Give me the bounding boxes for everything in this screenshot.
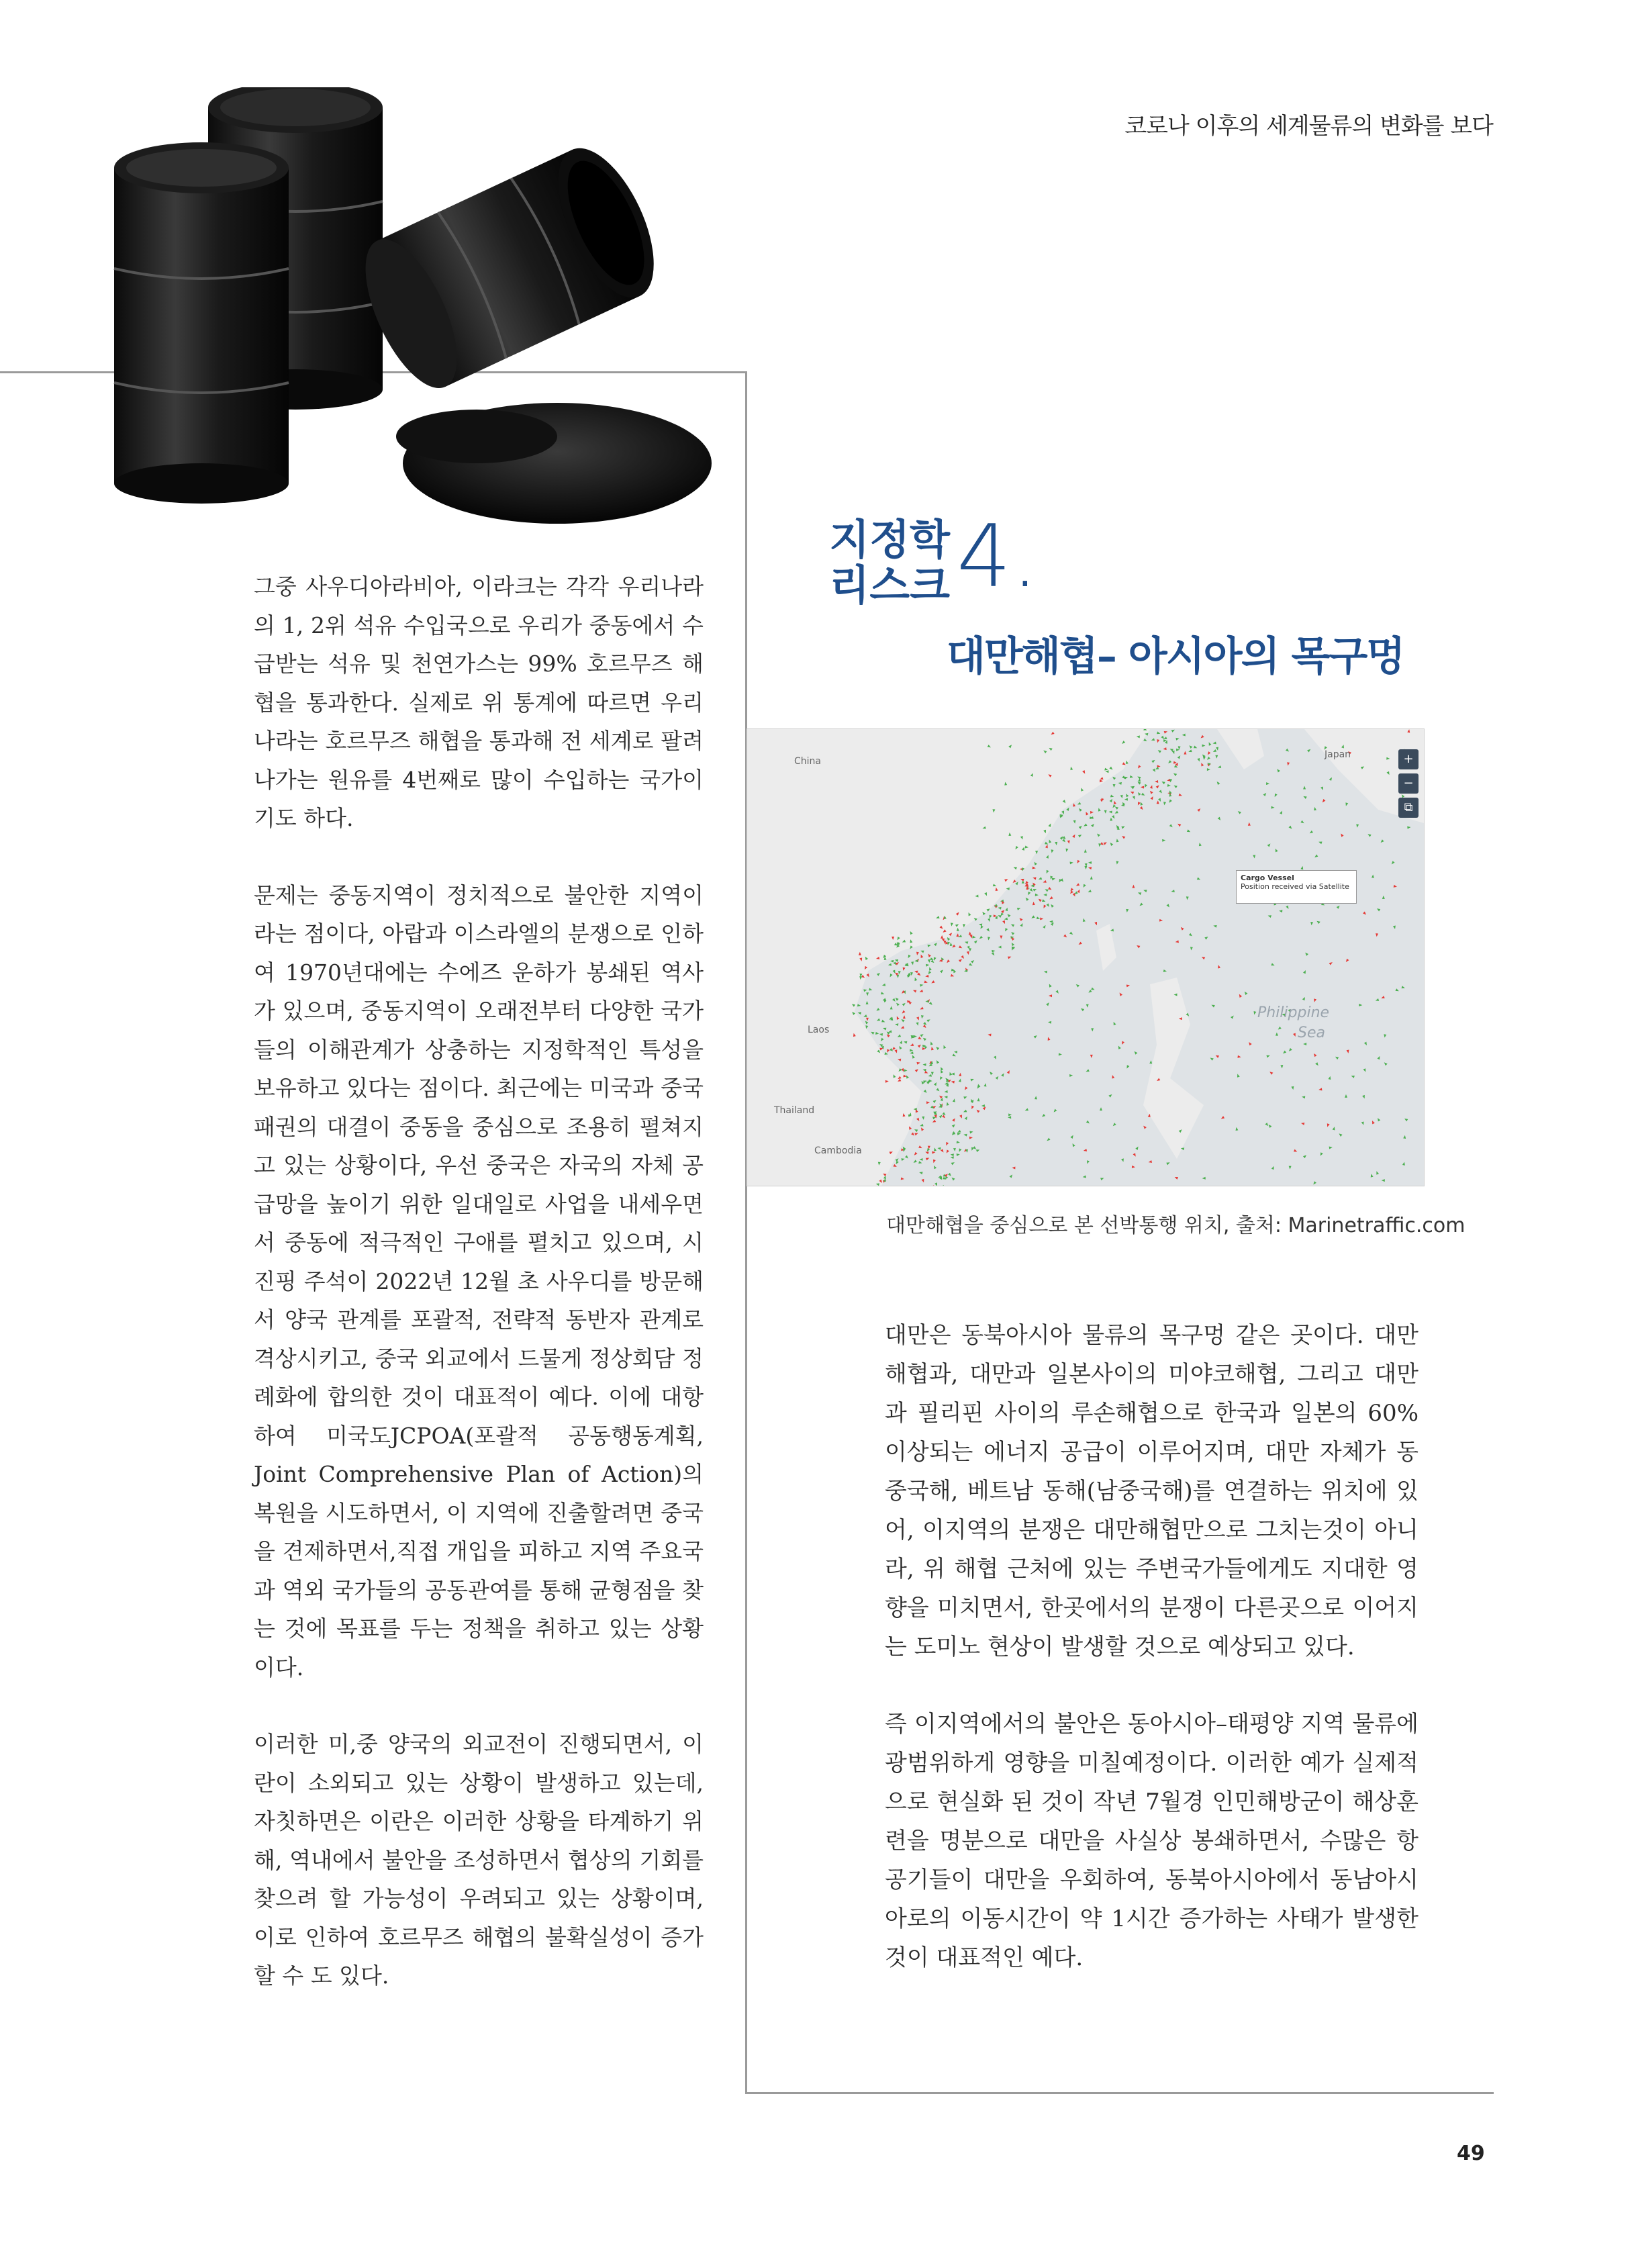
left-paragraph-3: 이러한 미,중 양국의 외교전이 진행되면서, 이란이 소외되고 있는 상황이 발생하고 있는데, 자칫하면은 이란은 이러한 상황을 타계하기 위해, 역내에서 불안을 조성하면서 협상의 기회를 찾으려 할 가능성이 우려되고 있는 상황이며, 이로 인하여 호르무즈 해협의 불확실성이 증가할 수 도 있다. xyxy=(254,1731,704,1989)
left-paragraph-2: 문제는 중동지역이 정치적으로 불안한 지역이라는 점이다, 아랍과 이스라엘의 분쟁으로 인하여 1970년대에는 수에즈 운하가 봉쇄된 역사가 있으며, 중동지역이 오래전부터 다양한 국가들의 이해관계가 상충하는 지정학적인 특성을 보유하고 있다는 점이다. 최근에는 미국과 중국패권의 대결이 중동을 중심으로 조용히 펼쳐지고 있는 상황이다, 우선 중국은 자국의 자체 공급망을 높이기 위한 일대일로 사업을 내세우면서 중동에 적극적인 구애를 펼치고 있으며, 시진핑 주석이 2022년 12월 초 사우디를 방문해서 양국 관계를 포괄적, 전략적 동반자 관계로 격상시키고, 중국 외교에서 드물게 정상회담 정례화에 합의한 것이 대표적이 예다. 이에 대항하여 미국도JCPOA(포괄적 공동행동계획, Joint Comprehensive Plan of Action)의 복원을 시도하면서, 이 지역에 진출할려면 중국을 견제하면서,직접 개입을 피하고 지역 주요국과 역외 국가들의 공동관여를 통해 균형점을 찾는 것에 목표를 두는 정책을 취하고 있는 상황이다. xyxy=(254,882,704,1681)
map-label-sea: Sea xyxy=(1298,1025,1325,1041)
page-number: 49 xyxy=(1457,2142,1485,2165)
map-label-thailand: Thailand xyxy=(774,1105,815,1116)
map-label-laos: Laos xyxy=(808,1025,830,1035)
left-column xyxy=(254,567,704,2034)
vessel-popup-text: Position received via Satellite xyxy=(1241,882,1349,891)
zoom-out-button[interactable]: − xyxy=(1398,773,1419,794)
frame-line-bottom xyxy=(745,2092,1494,2094)
right-paragraph-2: 즉 이지역에서의 불안은 동아시아–태평양 지역 물류에 광범위하게 영향을 미칠예정이다. 이러한 예가 실제적으로 현실화 된 것이 작년 7월경 인민해방군이 해상훈련을 명분으로 대만을 사실상 봉쇄하면서, 수많은 항공기들이 대만을 우회하여, 동북아시아에서 동남아시아로의 이동시간이 약 1시간 증가하는 사태가 발생한 것이 대표적인 예다. xyxy=(885,1711,1419,1971)
frame-line-vertical xyxy=(745,371,747,2093)
layers-button[interactable]: ⧉ xyxy=(1398,798,1419,818)
map-label-japan: Japan xyxy=(1325,749,1351,760)
section-number: 4. xyxy=(957,507,1039,607)
oil-barrels-illustration xyxy=(101,87,732,544)
section-heading-word xyxy=(809,517,950,608)
map-label-cambodia: Cambodia xyxy=(814,1145,862,1156)
map-caption: 대만해협을 중심으로 본 선박통행 위치, 출처: Marinetraffic.com xyxy=(886,1214,1465,1237)
section-subtitle: 대만해협– 아시아의 목구멍 xyxy=(947,633,1404,680)
zoom-in-button[interactable]: + xyxy=(1398,749,1419,769)
map-label-china: China xyxy=(794,756,821,767)
map-label-philippine: Philippine xyxy=(1257,1004,1330,1021)
running-header: 코로나 이후의 세계물류의 변화를 보다 xyxy=(1124,113,1493,140)
right-column xyxy=(885,1316,1419,2016)
map-canvas xyxy=(747,729,1424,1186)
vessel-popup[interactable] xyxy=(1236,870,1357,904)
section-word-line-1: 지정학 xyxy=(829,515,950,564)
right-paragraph-1: 대만은 동북아시아 물류의 목구멍 같은 곳이다. 대만해협과, 대만과 일본사이의 미야코해협, 그리고 대만과 필리핀 사이의 루손해협으로 한국과 일본의 60%이상되는 에너지 공급이 이루어지며, 대만 자체가 동중국해, 베트남 동해(남중국해)를 연결하는 위치에 있어, 이지역의 분쟁은 대만해협만으로 그치는것이 아니라, 위 해협 근처에 있는 주변국가들에게도 지대한 영향을 미치면서, 한곳에서의 분쟁이 다른곳으로 이어지는 도미노 현상이 발생할 것으로 예상되고 있다. xyxy=(885,1322,1419,1660)
vessel-popup-title: Cargo Vessel xyxy=(1241,873,1294,882)
section-word-line-2: 리스크 xyxy=(829,561,950,610)
left-paragraph-1: 그중 사우디아라비아, 이라크는 각각 우리나라의 1, 2위 석유 수입국으로 우리가 중동에서 수급받는 석유 및 천연가스는 99% 호르무즈 해협을 통과한다. 실제로 위 통계에 따르면 우리나라는 호르무즈 해협을 통과해 전 세계로 팔려나가는 원유를 4번째로 많이 수입하는 국가이기도 하다. xyxy=(254,573,704,831)
ship-traffic-map xyxy=(747,728,1425,1186)
